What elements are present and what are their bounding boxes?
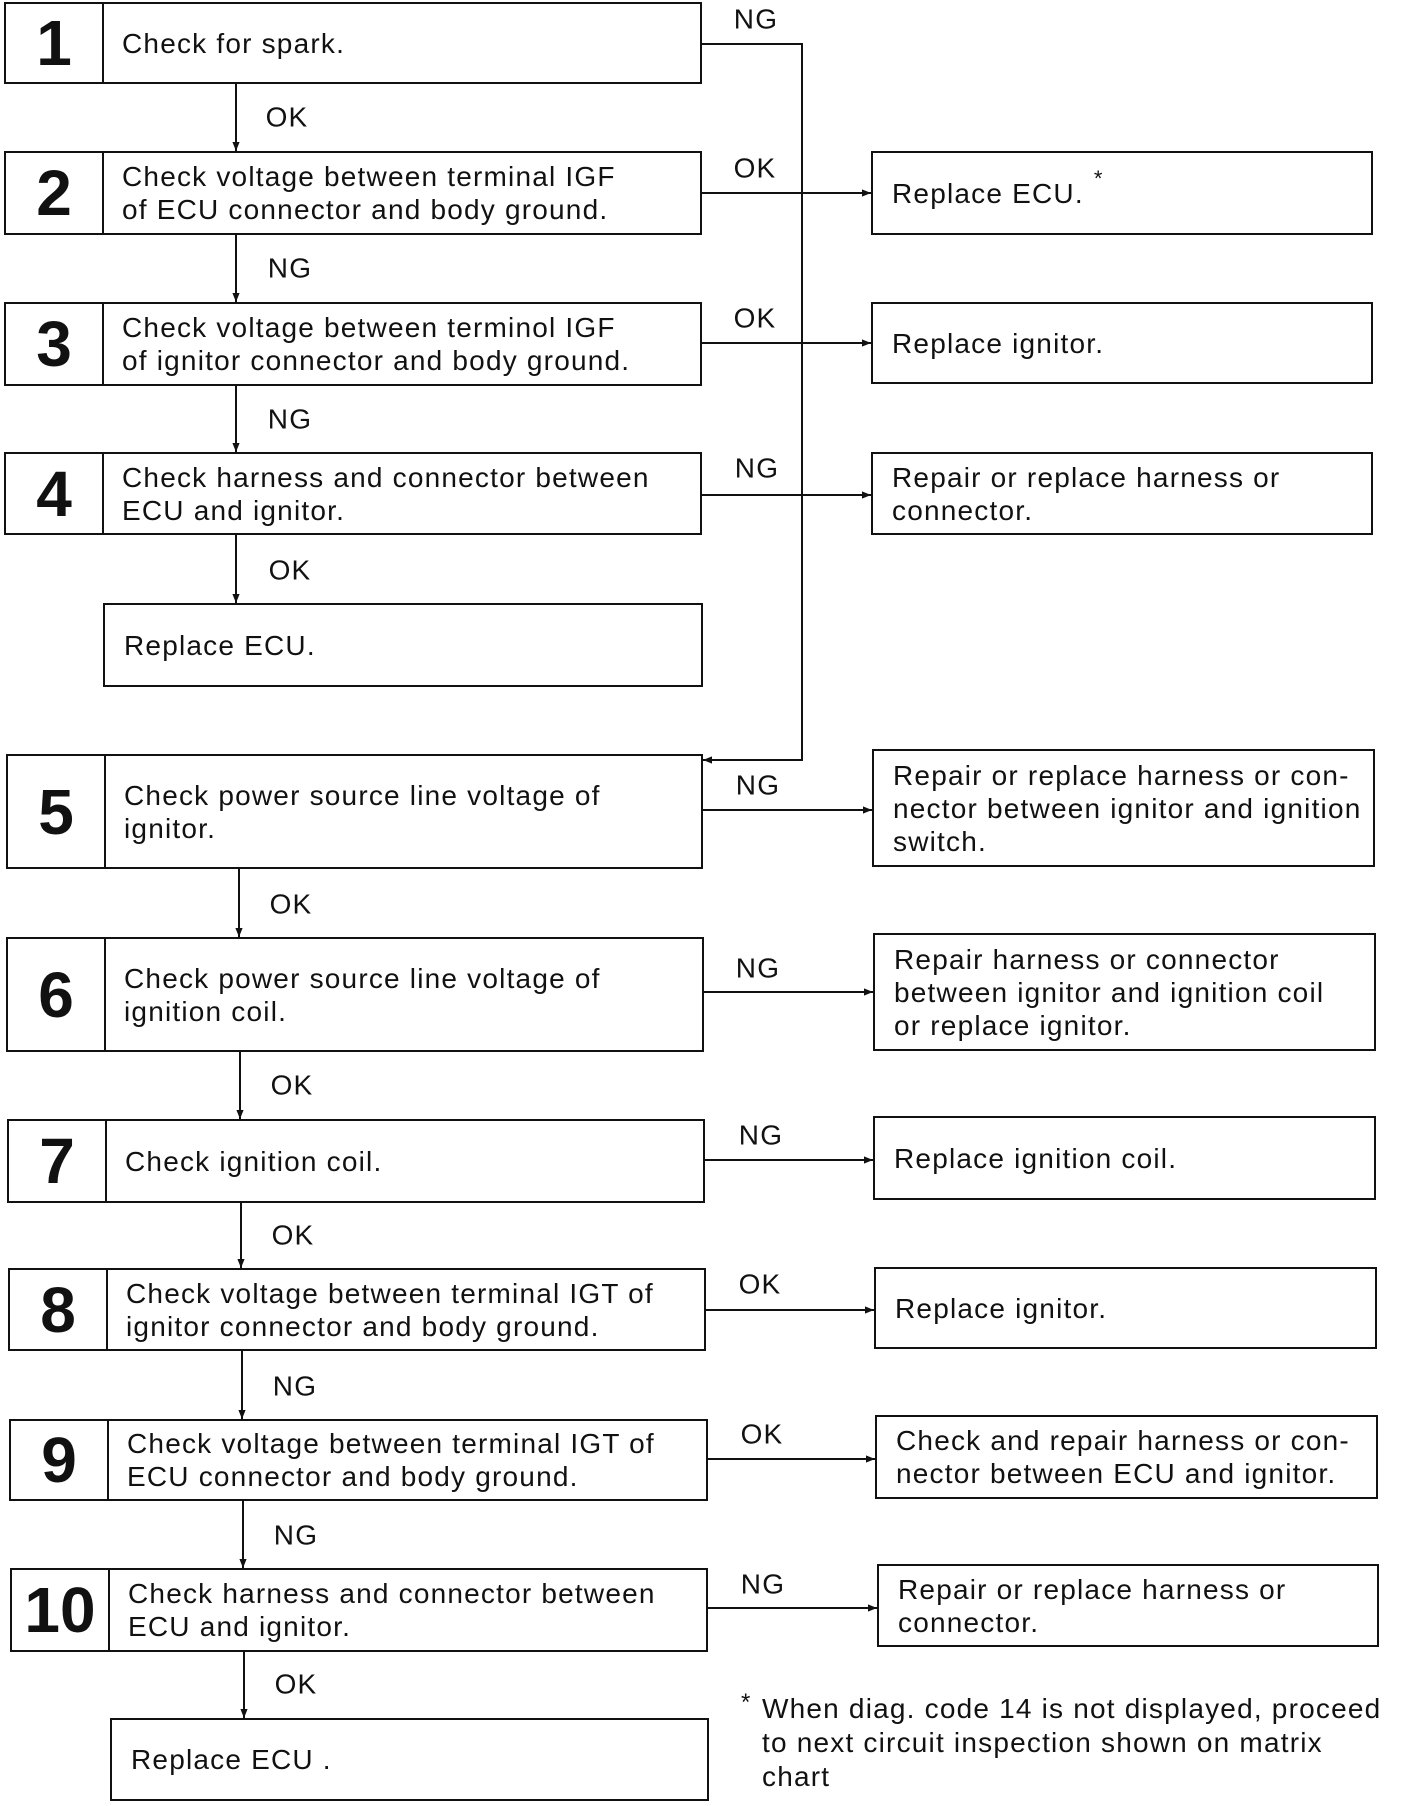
step-8-box [8, 1268, 706, 1351]
down-label-step-1: OK [265, 101, 309, 133]
result-box-step-2 [871, 151, 1373, 235]
branch-label-step-2: OK [733, 152, 777, 184]
result-box-step-10 [877, 1564, 1379, 1647]
step-instruction: Check voltage between terminol IGF of ignitor connector and body ground. [122, 312, 631, 376]
result-text: Replace ignitor. [892, 327, 1105, 359]
result-text: Repair harness or connector between ignitor and ignition coil or replace ignitor. [894, 943, 1325, 1041]
end-box-text: Replace ECU . [131, 1744, 332, 1775]
result-text: Replace ECU. [892, 177, 1084, 209]
step-number: 7 [9, 1121, 107, 1201]
result-text: Repair or replace harness or con- nector between ignitor and ignition switch. [893, 759, 1362, 857]
step-2-box [4, 151, 702, 235]
step-text-cell [104, 454, 700, 533]
step-text-cell [110, 1570, 706, 1650]
footnote [741, 1689, 1401, 1794]
step-text-cell [104, 304, 700, 384]
down-label-step-9: NG [273, 1519, 319, 1551]
result-text: Replace ignition coil. [894, 1142, 1178, 1174]
result-box-step-7 [873, 1116, 1376, 1200]
result-text: Repair or replace harness or connector. [898, 1573, 1287, 1638]
step-instruction: Check for spark. [122, 27, 346, 59]
step-instruction: Check voltage between terminal IGT of ECU connector and body ground. [127, 1428, 655, 1492]
step-number: 6 [8, 939, 106, 1050]
end-box-after-step-4 [103, 603, 703, 687]
step-number: 4 [6, 454, 104, 533]
step-text-cell [107, 1121, 703, 1201]
step-instruction: Check harness and connector between ECU and ignitor. [128, 1578, 656, 1642]
step-9-box [9, 1419, 708, 1501]
step-3-box [4, 302, 702, 386]
step-number: 10 [12, 1570, 110, 1650]
step-text-cell [104, 4, 700, 82]
branch-label-step-10: NG [740, 1568, 786, 1600]
down-label-step-4: OK [268, 554, 312, 586]
down-label-step-7: OK [271, 1219, 315, 1251]
step-text-cell [106, 756, 701, 867]
branch-label-step-6: NG [735, 952, 781, 984]
branch-label-step-9: OK [740, 1418, 784, 1450]
result-box-step-4 [871, 452, 1373, 535]
down-label-step-8: NG [272, 1370, 318, 1402]
step-number: 5 [8, 756, 106, 867]
end-box-text: Replace ECU. [124, 629, 316, 661]
step-1-box [4, 2, 702, 84]
result-box-step-3 [871, 302, 1373, 384]
step-number: 9 [11, 1421, 109, 1499]
down-label-step-10: OK [274, 1668, 318, 1700]
result-box-step-9 [875, 1415, 1378, 1499]
step-text-cell [104, 153, 700, 233]
down-label-step-3: NG [267, 403, 313, 435]
step-instruction: Check voltage between terminal IGF of ECU connector and body ground. [122, 161, 616, 225]
step-number: 2 [6, 153, 104, 233]
result-box-step-5 [872, 749, 1375, 867]
step-instruction: Check power source line voltage of ignitor. [124, 779, 601, 844]
step-instruction: Check power source line voltage of ignition coil. [124, 962, 601, 1027]
down-label-step-2: NG [267, 252, 313, 284]
step-6-box [6, 937, 704, 1052]
footnote-text: When diag. code 14 is not displayed, proceed to next circuit inspection shown on matrix chart [762, 1693, 1382, 1792]
step-number: 1 [6, 4, 104, 82]
step-4-box [4, 452, 702, 535]
branch-label-step-4: NG [734, 452, 780, 484]
footnote-mark: * [741, 1689, 751, 1716]
step-text-cell [109, 1421, 706, 1499]
step-instruction: Check harness and connector between ECU and ignitor. [122, 461, 650, 526]
result-box-step-6 [873, 933, 1376, 1051]
branch-label-step-5: NG [735, 769, 781, 801]
result-text: Check and repair harness or con- nector between ECU and ignitor. [896, 1425, 1350, 1489]
result-text: Repair or replace harness or connector. [892, 461, 1281, 526]
end-box-after-step-10 [110, 1718, 709, 1801]
step-text-cell [108, 1270, 704, 1349]
down-label-step-6: OK [270, 1069, 314, 1101]
branch-label-step-8: OK [738, 1268, 782, 1300]
down-label-step-5: OK [269, 888, 313, 920]
branch-label-step-1: NG [733, 3, 779, 35]
step-text-cell [106, 939, 702, 1050]
step-5-box [6, 754, 703, 869]
branch-label-step-3: OK [733, 302, 777, 334]
step-number: 8 [10, 1270, 108, 1349]
step-instruction: Check voltage between terminal IGT of ignitor connector and body ground. [126, 1277, 654, 1342]
step-number: 3 [6, 304, 104, 384]
result-box-step-8 [874, 1267, 1377, 1349]
result-text: Replace ignitor. [895, 1292, 1108, 1324]
branch-label-step-7: NG [738, 1119, 784, 1151]
step-instruction: Check ignition coil. [125, 1145, 383, 1177]
step-7-box [7, 1119, 705, 1203]
footnote-mark: * [1093, 166, 1103, 191]
step-10-box [10, 1568, 708, 1652]
